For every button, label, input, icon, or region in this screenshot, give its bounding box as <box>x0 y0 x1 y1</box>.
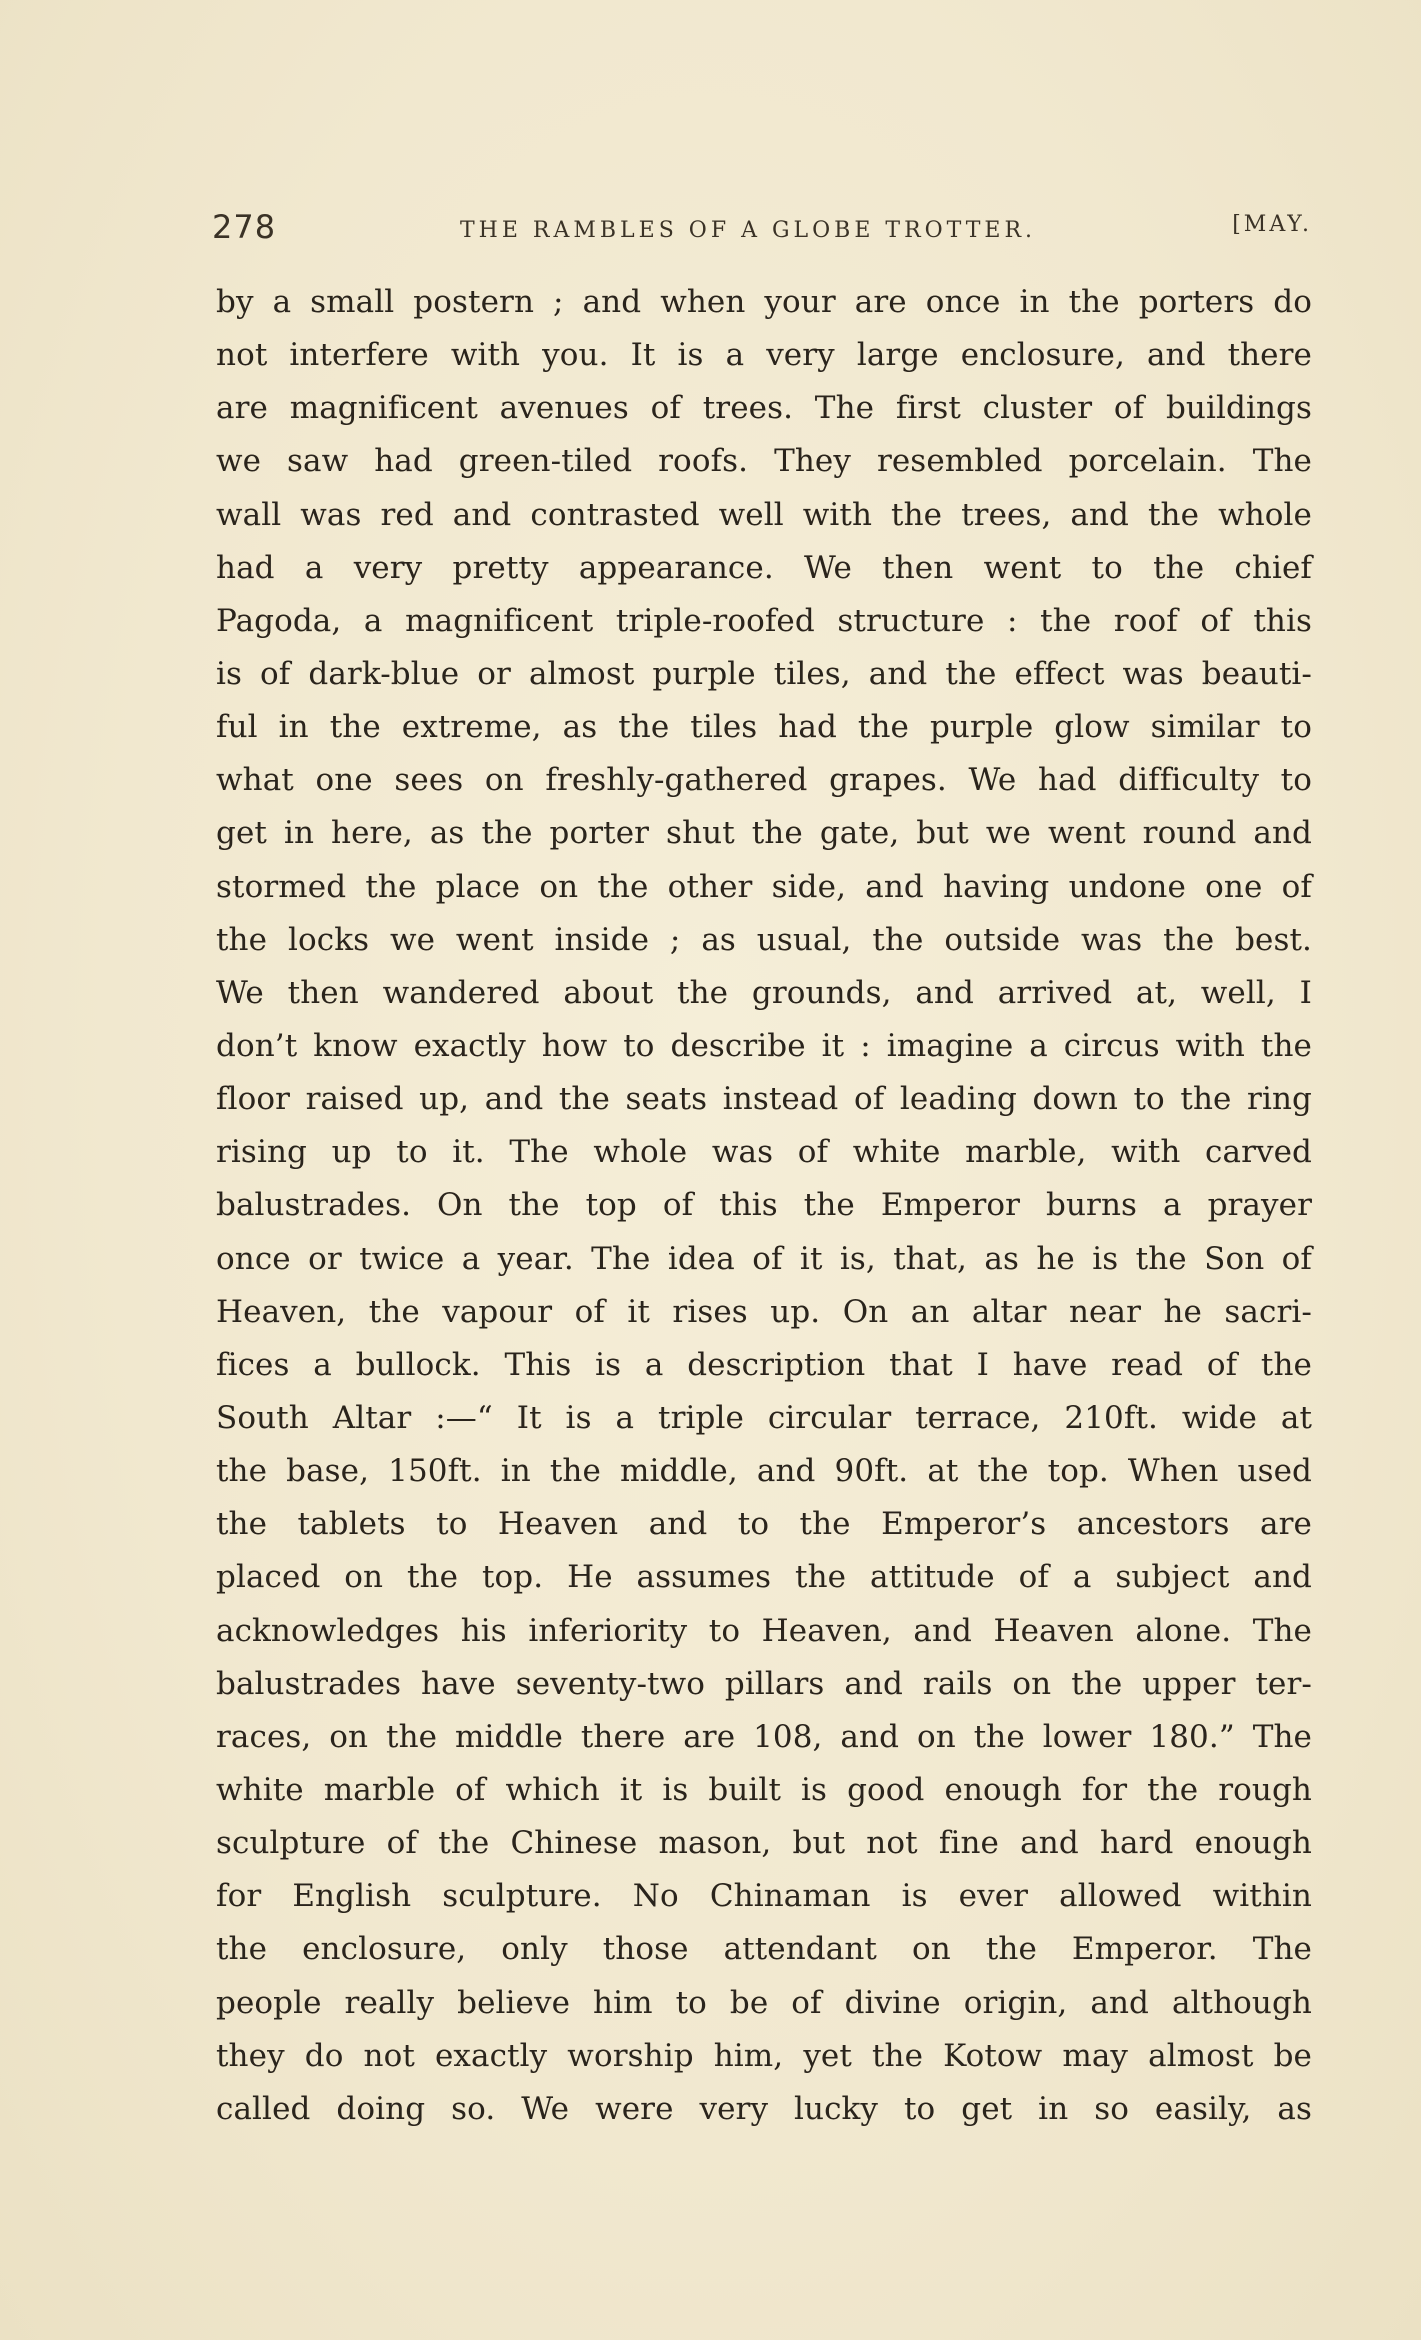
page-header <box>212 208 1312 252</box>
text-line: the locks we went inside ; as usual, the outside was the best. <box>216 921 1312 958</box>
text-line: the tablets to Heaven and to the Emperor’s ancestors are <box>216 1506 1312 1543</box>
running-title: THE RAMBLES OF A GLOBE TROTTER. <box>460 218 1037 243</box>
text-line: Pagoda, a magnificent triple-roofed structure : the roof of this <box>216 602 1312 639</box>
text-line: sculpture of the Chinese mason, but not fine and hard enough <box>216 1825 1312 1862</box>
text-line: is of dark-blue or almost purple tiles, and the effect was beauti- <box>216 655 1312 692</box>
text-line: wall was red and contrasted well with the trees, and the whole <box>216 496 1312 533</box>
text-line: We then wandered about the grounds, and arrived at, well, I <box>216 974 1312 1011</box>
text-line: once or twice a year. The idea of it is, that, as he is the Son of <box>216 1240 1312 1277</box>
text-line: by a small postern ; and when your are once in the porters do <box>216 284 1312 320</box>
text-line: get in here, as the porter shut the gate, but we went round and <box>216 815 1312 852</box>
month-marker: [MAY. <box>1232 212 1312 237</box>
text-line: acknowledges his inferiority to Heaven, and Heaven alone. The <box>216 1612 1312 1649</box>
text-line: rising up to it. The whole was of white marble, with carved <box>216 1134 1312 1171</box>
text-line: balustrades. On the top of this the Emperor burns a prayer <box>216 1187 1312 1224</box>
text-line: fices a bullock. This is a description that I have read of the <box>216 1346 1312 1383</box>
text-line: balustrades have seventy-two pillars and rails on the upper ter- <box>216 1665 1312 1702</box>
text-line: are magnificent avenues of trees. The first cluster of buildings <box>216 390 1312 427</box>
body-text <box>216 276 1312 2136</box>
page-number: 278 <box>212 208 277 246</box>
text-line: Heaven, the vapour of it rises up. On an altar near he sacri- <box>216 1293 1312 1330</box>
text-line: the base, 150ft. in the middle, and 90ft. at the top. When used <box>216 1453 1312 1490</box>
text-line: floor raised up, and the seats instead of leading down to the ring <box>216 1081 1312 1118</box>
text-line: white marble of which it is built is good enough for the rough <box>216 1771 1312 1808</box>
text-line: the enclosure, only those attendant on the Emperor. The <box>216 1931 1312 1968</box>
text-line: South Altar :—“ It is a triple circular terrace, 210ft. wide at <box>216 1399 1312 1436</box>
text-line: called doing so. We were very lucky to get in so easily, as <box>216 2090 1312 2127</box>
text-line: for English sculpture. No Chinaman is ever allowed within <box>216 1878 1312 1915</box>
text-line: what one sees on freshly-gathered grapes. We had difficulty to <box>216 762 1312 799</box>
text-line: they do not exactly worship him, yet the Kotow may almost be <box>216 2037 1312 2074</box>
text-line: don’t know exactly how to describe it : imagine a circus with the <box>216 1027 1312 1064</box>
text-line: people really believe him to be of divine origin, and although <box>216 1984 1312 2021</box>
text-line: not interfere with you. It is a very large enclosure, and there <box>216 337 1312 374</box>
text-line: had a very pretty appearance. We then went to the chief <box>216 549 1312 586</box>
text-line: stormed the place on the other side, and having undone one of <box>216 868 1312 905</box>
text-line: ful in the extreme, as the tiles had the purple glow similar to <box>216 709 1312 746</box>
text-line: we saw had green-tiled roofs. They resembled porcelain. The <box>216 443 1312 480</box>
text-line: placed on the top. He assumes the attitude of a subject and <box>216 1559 1312 1596</box>
text-line: races, on the middle there are 108, and on the lower 180.” The <box>216 1718 1312 1755</box>
